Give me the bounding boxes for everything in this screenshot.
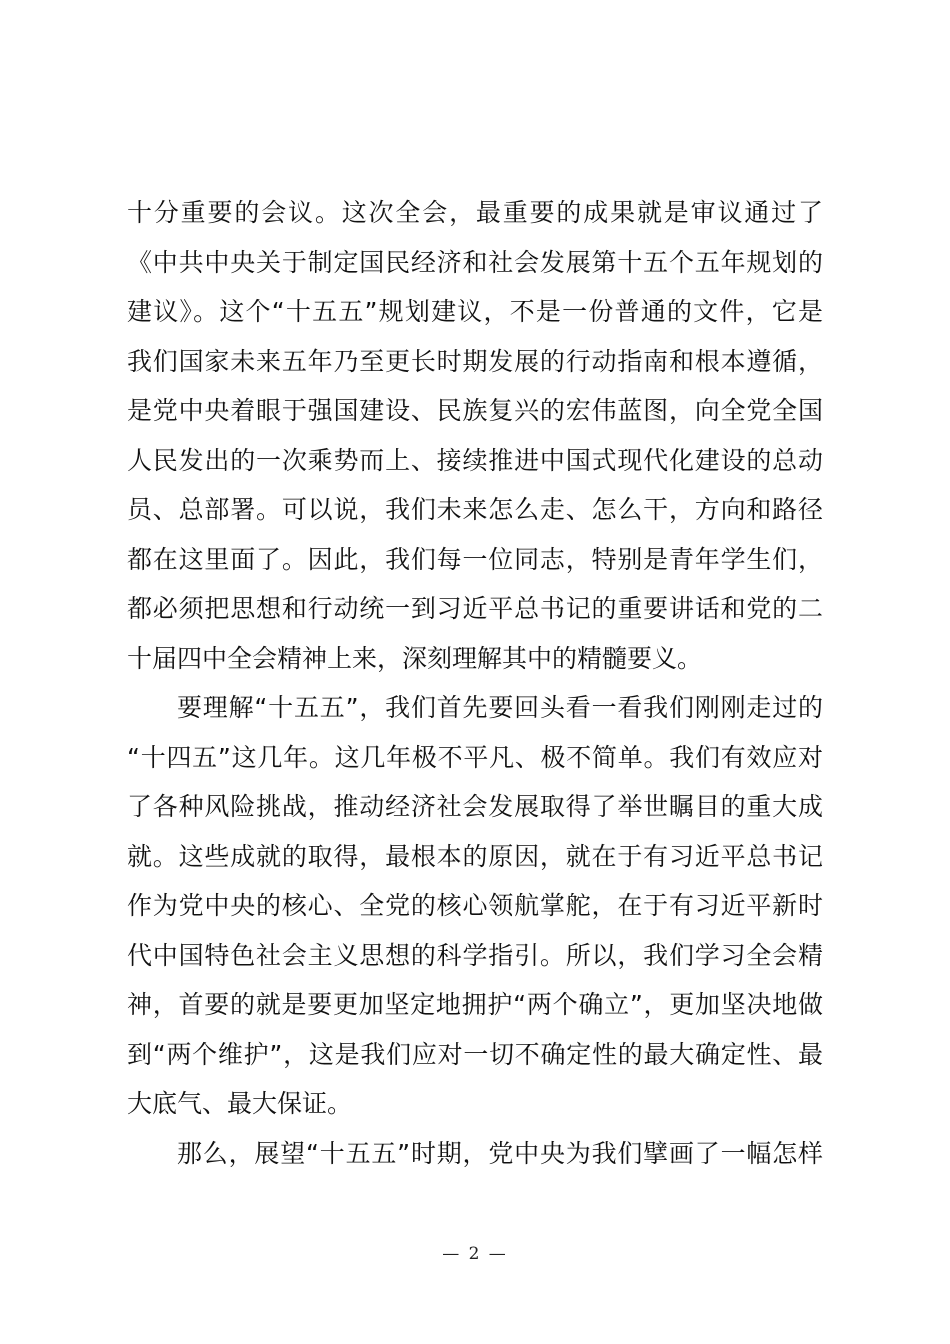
text-line: 要理解“十五五”，我们首先要回头看一看我们刚刚走过的 xyxy=(177,693,823,722)
text-line: 十分重要的会议。这次全会，最重要的成果就是审议通过了 xyxy=(127,198,823,227)
text-line: 大底气、最大保证。 xyxy=(127,1089,353,1118)
text-line: 神，首要的就是要更加坚定地拥护“两个确立”，更加坚决地做 xyxy=(127,990,823,1019)
text-line: 员、总部署。可以说，我们未来怎么走、怎么干，方向和路径 xyxy=(127,495,823,524)
text-line: 都在这里面了。因此，我们每一位同志，特别是青年学生们， xyxy=(127,544,823,574)
text-line: “十四五”这几年。这几年极不平凡、极不简单。我们有效应对 xyxy=(127,742,823,772)
text-line: 人民发出的一次乘势而上、接续推进中国式现代化建设的总动 xyxy=(127,445,823,475)
text-line: 十届四中全会精神上来，深刻理解其中的精髓要义。 xyxy=(127,643,703,673)
text-line: 作为党中央的核心、全党的核心领航掌舵，在于有习近平新时 xyxy=(127,891,823,920)
text-line: 我们国家未来五年乃至更长时期发展的行动指南和根本遵循， xyxy=(127,346,823,376)
text-line: 代中国特色社会主义思想的科学指引。所以，我们学习全会精 xyxy=(127,940,823,970)
text-line: 就。这些成就的取得，最根本的原因，就在于有习近平总书记 xyxy=(127,841,823,871)
body-text xyxy=(127,188,823,1178)
text-line: 是党中央着眼于强国建设、民族复兴的宏伟蓝图，向全党全国 xyxy=(127,396,823,425)
text-line: 到“两个维护”，这是我们应对一切不确定性的最大确定性、最 xyxy=(127,1039,823,1069)
text-line: 都必须把思想和行动统一到习近平总书记的重要讲话和党的二 xyxy=(127,594,823,623)
page-number: — 2 — xyxy=(442,1244,508,1264)
text-line: 了各种风险挑战，推动经济社会发展取得了举世瞩目的重大成 xyxy=(127,792,823,821)
text-line: 那么，展望“十五五”时期，党中央为我们擘画了一幅怎样 xyxy=(177,1138,823,1168)
text-line: 《中共中央关于制定国民经济和社会发展第十五个五年规划的 xyxy=(127,247,823,277)
text-line: 建议》。这个“十五五”规划建议，不是一份普通的文件，它是 xyxy=(127,297,823,326)
